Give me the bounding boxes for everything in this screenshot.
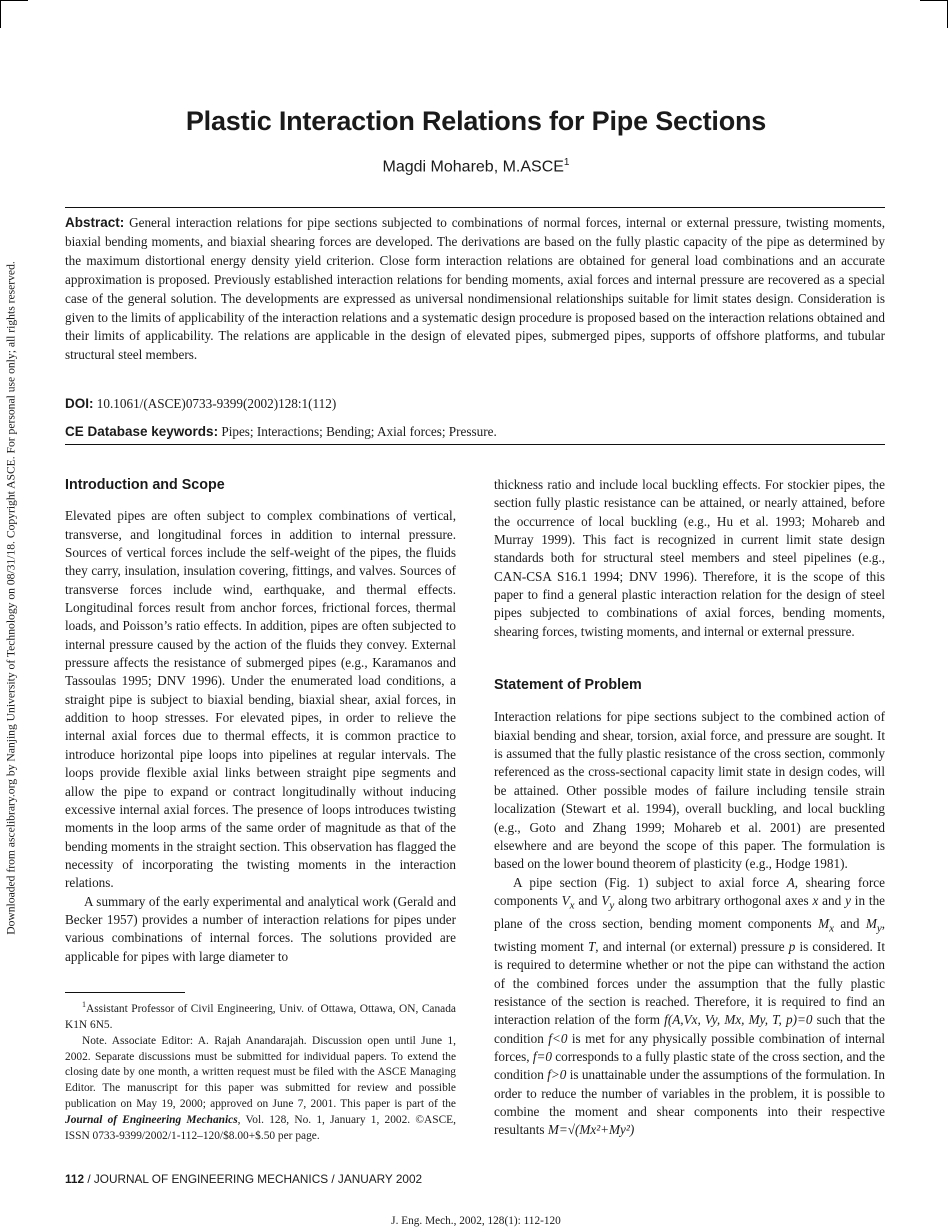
citation-line: J. Eng. Mech., 2002, 128(1): 112-120 [391, 1215, 561, 1227]
paper-title: Plastic Interaction Relations for Pipe Sections [185, 106, 767, 136]
footnote-journal: Journal of Engineering Mechanics [65, 1114, 238, 1127]
symbol-T: T [587, 938, 596, 954]
footnote-affiliation-text: Assistant Professor of Civil Engineering, Univ. of Ottawa, Ottawa, ON, Canada K1N 6N5. [65, 1002, 456, 1031]
abstract [65, 214, 885, 365]
abstract-text: General interaction relations for pipe sections subjected to combinations of normal forces, internal or external pressure, twisting moments, biaxial bending moments, and biaxial shearing forces are developed. The derivations are based on the fully plastic capacity of the pipe as determined by the maximum distortional energy density yield criterion. Close form interaction relations are obtained for general load combinations and an accurate approximation is proposed. Previously established interaction relations for bending moments, axial forces and internal pressure are recovered as a special case of the general solution. The developments are expressed as universal nondimensional relationships suitable for limit states design. Consideration is given to the limits of applicability of the interaction relations and a systematic design procedure is proposed based on the interaction relations obtained and their limits of applicability. The relations are applicable in the design of elevated pipes, submerged pipes, supports of offshore platforms, and tubular structural steel members. [65, 215, 885, 363]
rule-top [65, 207, 885, 208]
scope-continuation: thickness ratio and include local buckling effects. For stockier pipes, the section fully plastic resistance can be attained, or nearly attained, before the occurrence of local buckling (e.g., Hu et al. 1993; Mohareb and Murray 1999). This fact is recognized in current limit state design standards both for structural steel members and steel pipelines (e.g., CAN-CSA S16.1 1994; DNV 1996). Therefore, it is the scope of this paper to find a general plastic interaction relation for the design of steel pipes subjected to combinations of axial forces, bending moments, shearing forces, twisting moments, and internal or external pressure. [494, 477, 885, 639]
intro-paragraph-1: Elevated pipes are often subject to complex combinations of vertical, transverse, and longitudinal forces in addition to internal pressure. Sources of vertical forces include the self-weight of the pipes, the fluids they carry, insulation, insulation covering, fittings, and valves. Sources of transverse forces include wind, earthquake, and thermal effects. Longitudinal forces result from anchor forces, frictional forces, thermal loads, and Poisson’s ratio effects. In addition, pipes are often subjected to internal pressure caused by the action of the fluids they convey. External pressure affects the resistance of submerged pipes (e.g., Karamanos and Tassoulas 1995; DNV 1996). Under the enumerated load conditions, a straight pipe is subject to biaxial bending, biaxial shear, axial forces, in addition to hoop stresses. For elevated pipes, in order to relieve the internal axial forces due to thermal effects, it is common practice to introduce horizontal pipe loops into pipelines at regular intervals. The loops provide flexible axial links between straight pipe segments and allow the pipe to expand or contract longitudinally without inducing excessive internal axial forces. The presence of loops introduces twisting moments in the loop arms of the same order of magnitude as that of the bending moments in the straight section. This observation has flagged the necessity of incorporating the twisting moments in the interaction relations. [65, 508, 456, 891]
intro-paragraph-2: A summary of the early experimental and analytical work (Gerald and Becker 1957) provides a number of interaction relations for pipes under various combinations of internal forces. The solutions provided are applicable for pipes with large diameter to [65, 893, 456, 964]
footnote-note-text-a: Note. Associate Editor: A. Rajah Anandarajah. Discussion open until June 1, 2002. Separate discussions must be submitted for individual papers. To extend the closing date by one month, a written request must be filed with the ASCE Managing Editor. The manuscript for this paper was submitted for review and possible publication on May 19, 2000; approved on June 7, 2001. This paper is part of the [65, 1034, 456, 1111]
statement-paragraph-2: A pipe section (Fig. 1) subject to axial force A, shearing force components $V_x$ and $V_y$ along two arbitrary orthogonal axes x and y in the plane of the cross section, bending moment components $M_x$ and $M_y$, twisting moment T, and internal (or external) pressure p is considered. It is required to determine whether or not the pipe can withstand the action of the combined forces under the assumption that the fully plastic resistance of the section is reached. Therefore, it is required to find an interaction relation of the form f(A,Vx, Vy, Mx, My, T, p)=0 such that the condition f<0 is met for any physically possible combination of internal forces, f=0 corresponds to a fully plastic state of the cross section, and the condition f>0 is unattainable under the assumptions of the formulation. In order to reduce the number of variables in the problem, it is possible to combine the moment and shear components into their respective resultants M=√(Mx²+My²) [494, 874, 886, 1138]
page-number: 112 [65, 1172, 85, 1186]
abstract-label: Abstract: [65, 215, 125, 230]
symbol-My: M [865, 915, 877, 931]
right-column [494, 476, 885, 1140]
left-column [65, 476, 456, 966]
keywords-line [65, 424, 885, 440]
footnote-note [65, 1034, 456, 1145]
crop-mark-top-right-v [947, 0, 948, 28]
doi-label: DOI: [65, 396, 94, 411]
condition-zero: f=0 [532, 1048, 552, 1064]
symbol-p: p [788, 938, 796, 954]
symbol-A: A [786, 874, 795, 890]
footer-journal: / JOURNAL OF ENGINEERING MECHANICS / JANUARY 2002 [84, 1172, 423, 1186]
symbol-Mx: M [818, 915, 830, 931]
side-download-text: Downloaded from ascelibrary.org by Nanjing University of Technology on 08/31/18. Copyright ASCE. For personal use only; all rights reserved. [4, 261, 18, 935]
page-footer [65, 1172, 422, 1186]
symbol-Vx: V [561, 892, 570, 908]
crop-mark-top-right-h [920, 0, 948, 1]
crop-mark-top-left-h [0, 0, 28, 1]
resultant-formula: M=√(Mx²+My²) [547, 1122, 635, 1138]
rule-bottom [65, 444, 885, 445]
doi-value[interactable]: 10.1061/(ASCE)0733-9399(2002)128:1(112) [96, 396, 337, 411]
condition-negative: f<0 [548, 1030, 568, 1046]
footnote-affiliation [65, 997, 456, 1034]
author-sup: 1 [563, 157, 570, 168]
section-heading-statement: Statement of Problem [494, 677, 642, 694]
footnote-rule [65, 992, 185, 993]
keywords-value: Pipes; Interactions; Bending; Axial forces; Pressure. [221, 424, 497, 439]
interaction-function: f(A,Vx, Vy, Mx, My, T, p)=0 [664, 1012, 813, 1028]
statement-paragraph-1: Interaction relations for pipe sections subject to the combined action of biaxial bending and shear, torsion, axial force, and pressure are sought. It is assumed that the fully plastic resistance of the cross section, commonly referenced as the cross-sectional capacity limit state in design codes, will be attained. Other possible modes of failure including tensile strain localization (Stewart et al. 1994), overall buckling, and local buckling (e.g., Goto and Zhang 1999; Mohareb et al. 2001) are presented elsewhere and are beyond the scope of this paper. The formulation is based on the lower bound theorem of plasticity (e.g., Hodge 1981). [494, 709, 885, 872]
doi-line [65, 396, 885, 412]
author-line [0, 157, 952, 176]
footnote-note-text-b: , Vol. 128, No. 1, January 1, 2002. ©ASCE, ISSN 0733-9399/2002/1-112–120/$8.00+$.50 per page. [65, 1114, 456, 1143]
section-heading-introduction: Introduction and Scope [65, 477, 225, 493]
symbol-Vy: V [601, 892, 610, 908]
footnote-sup: 1 [82, 1000, 86, 1009]
footnotes [65, 997, 456, 1145]
crop-mark-top-left-v [0, 0, 1, 28]
author-name: Magdi Mohareb, M.ASCE [382, 158, 564, 176]
keywords-label: CE Database keywords: [65, 424, 219, 439]
condition-positive: f>0 [547, 1067, 567, 1083]
